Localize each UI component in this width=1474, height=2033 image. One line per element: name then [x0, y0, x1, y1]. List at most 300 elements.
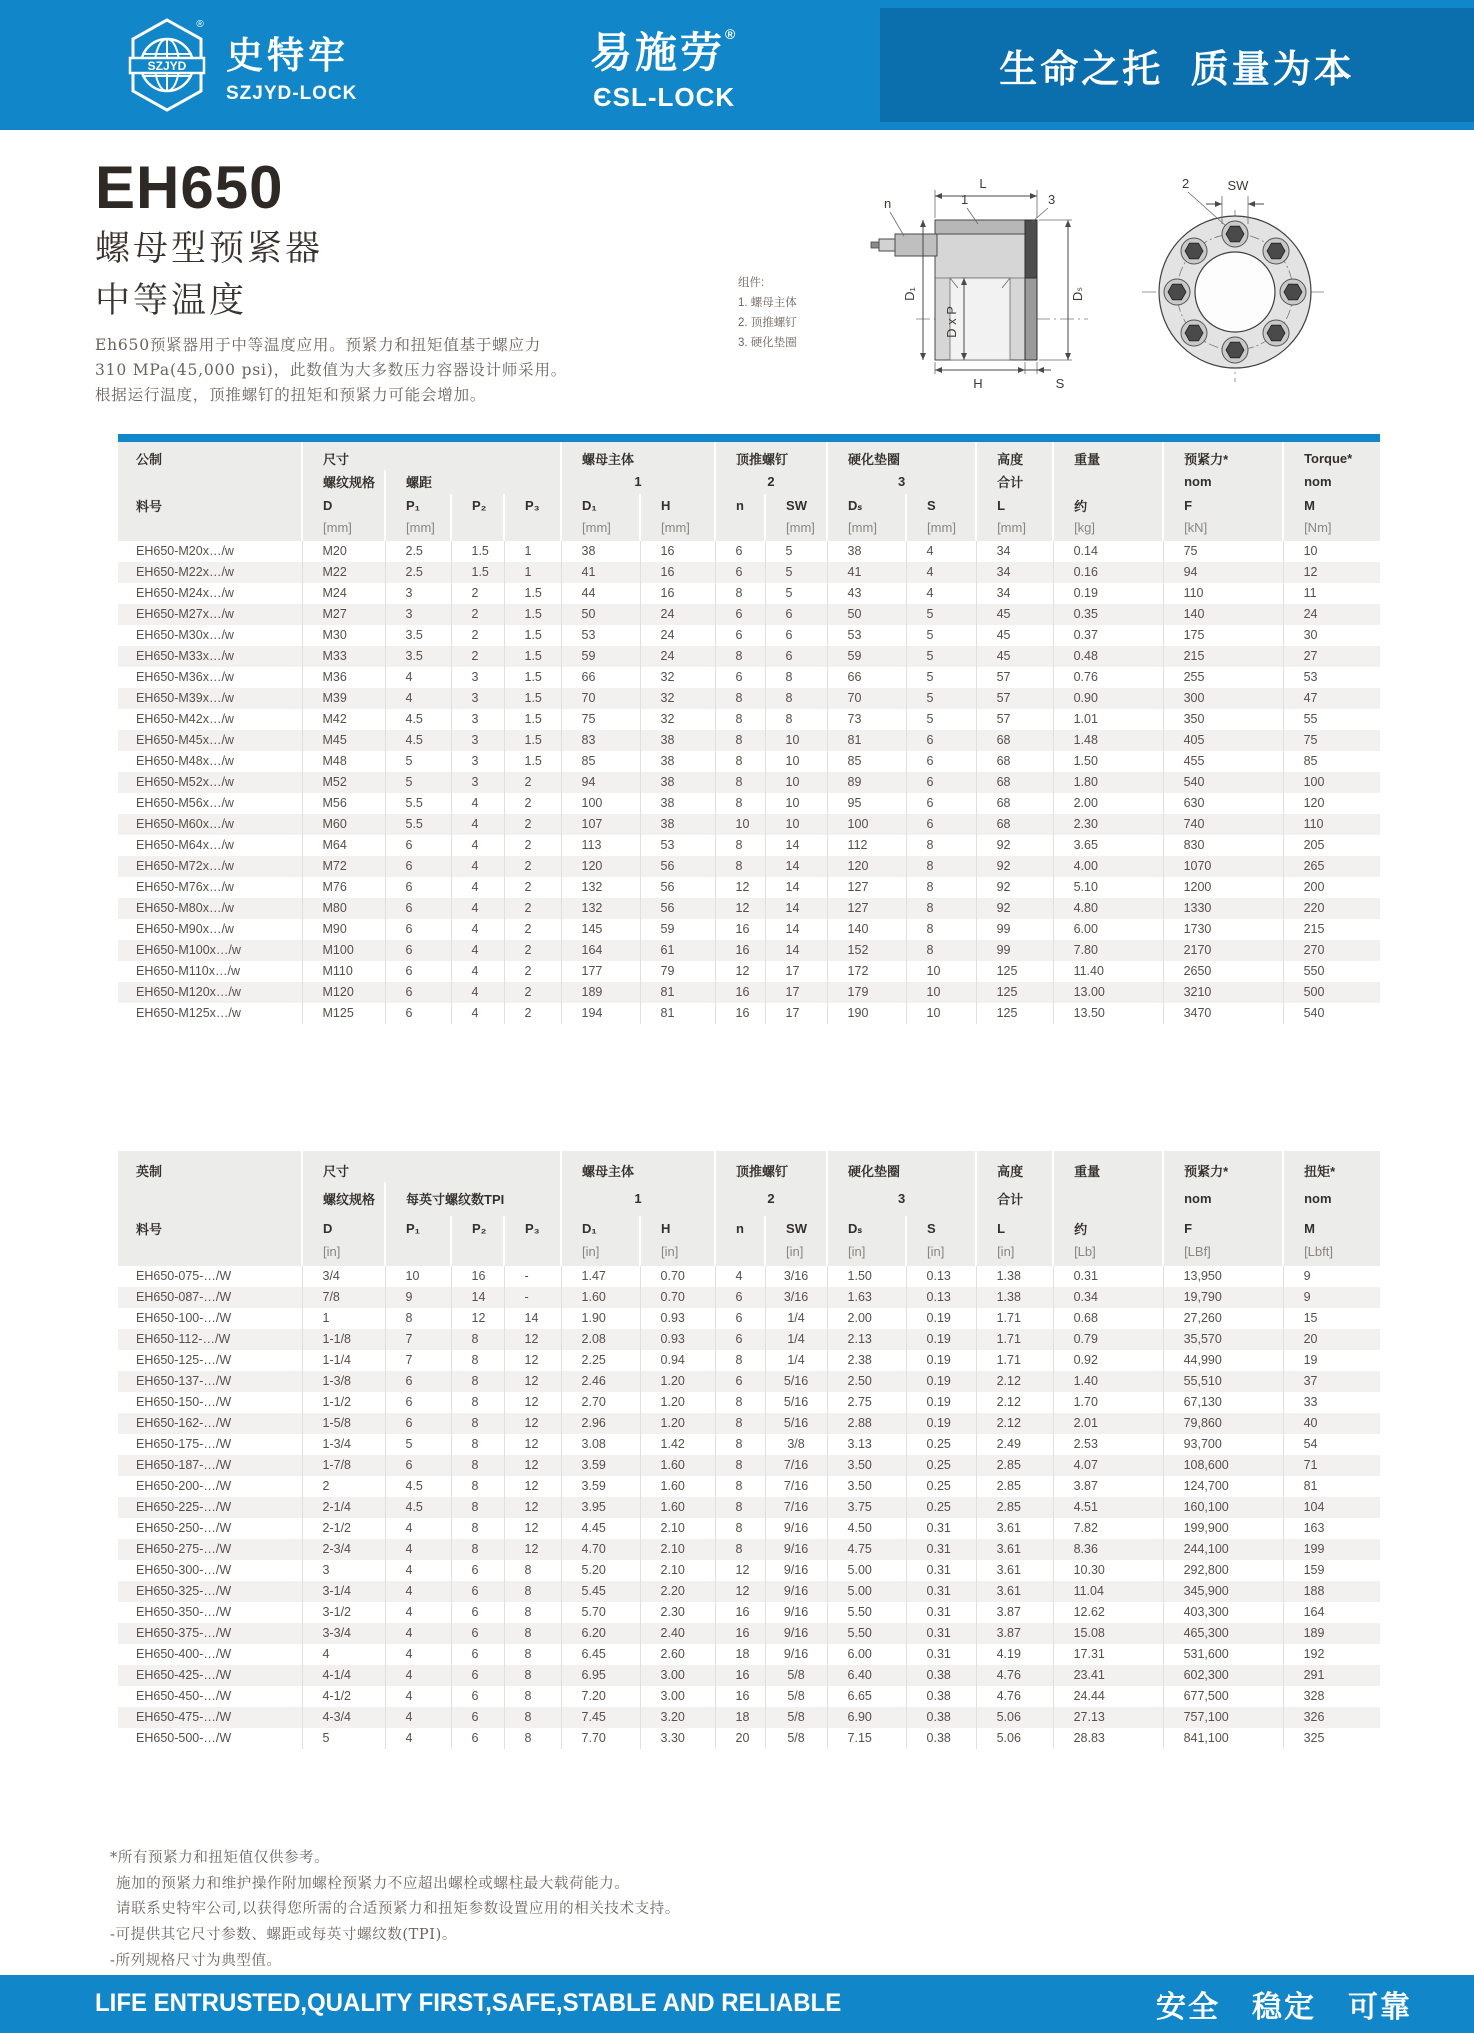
part-number-cell: EH650-M110x…/w: [136, 964, 240, 979]
value-cell: 27.13: [1053, 1707, 1163, 1728]
value-cell: 6: [765, 646, 827, 667]
metric-table-header: [118, 442, 1380, 541]
value-cell: 45: [976, 604, 1053, 625]
value-cell: 2: [302, 1476, 385, 1497]
value-cell: 3.75: [827, 1497, 906, 1518]
value-cell: 2.85: [976, 1476, 1053, 1497]
value-cell: 1.5: [504, 688, 561, 709]
value-cell: 0.31: [906, 1602, 976, 1623]
value-cell: 12: [715, 898, 765, 919]
value-cell: 5.06: [976, 1707, 1053, 1728]
value-cell: 3.00: [640, 1665, 715, 1686]
value-cell: M120: [302, 982, 385, 1003]
value-cell: 16: [640, 541, 715, 562]
value-cell: 4: [715, 1266, 765, 1287]
value-cell: 6: [385, 856, 451, 877]
value-cell: 2.00: [1053, 793, 1163, 814]
value-cell: 190: [827, 1003, 906, 1024]
value-cell: 2.25: [561, 1350, 640, 1371]
value-cell: 23.41: [1053, 1665, 1163, 1686]
value-cell: 2: [504, 898, 561, 919]
col-group-size: 尺寸: [302, 1151, 561, 1182]
value-cell: 4: [385, 667, 451, 688]
value-cell: 2: [504, 940, 561, 961]
value-cell: 3.00: [640, 1686, 715, 1707]
value-cell: 8: [715, 1539, 765, 1560]
value-cell: 6: [715, 541, 765, 562]
value-cell: 1-7/8: [302, 1455, 385, 1476]
unit-D: [in]: [302, 1242, 385, 1266]
value-cell: 14: [451, 1287, 504, 1308]
value-cell: 6: [451, 1644, 504, 1665]
value-cell: 17: [765, 961, 827, 982]
value-cell: 192: [1283, 1644, 1380, 1665]
value-cell: 1-3/8: [302, 1371, 385, 1392]
value-cell: 1.60: [640, 1497, 715, 1518]
unit-F: [kN]: [1163, 518, 1283, 541]
value-cell: 20: [715, 1728, 765, 1749]
value-cell: 6: [715, 1329, 765, 1350]
subheader-total: 合计: [976, 470, 1053, 494]
value-cell: 4: [385, 1560, 451, 1581]
value-cell: 3: [385, 583, 451, 604]
value-cell: 9/16: [765, 1623, 827, 1644]
value-cell: 2.96: [561, 1413, 640, 1434]
value-cell: 220: [1283, 898, 1380, 919]
value-cell: 12: [504, 1329, 561, 1350]
value-cell: 328: [1283, 1686, 1380, 1707]
part-number-cell: EH650-350-…/W: [136, 1605, 232, 1620]
value-cell: 1/4: [765, 1350, 827, 1371]
col-group-torque: 扭矩*: [1283, 1151, 1380, 1182]
unit-SW: [in]: [765, 1242, 827, 1266]
value-cell: 10: [906, 961, 976, 982]
col-Ds: Dₛ: [827, 494, 906, 518]
value-cell: 7.15: [827, 1728, 906, 1749]
col-H: H: [640, 1216, 715, 1242]
value-cell: 0.76: [1053, 667, 1163, 688]
value-cell: 1.60: [561, 1287, 640, 1308]
value-cell: 112: [827, 835, 906, 856]
value-cell: 159: [1283, 1560, 1380, 1581]
col-group-jack-screw: 顶推螺钉: [715, 442, 827, 470]
unit-spacer: [504, 1242, 561, 1266]
value-cell: 1.5: [504, 730, 561, 751]
value-cell: 83: [561, 730, 640, 751]
value-cell: 120: [561, 856, 640, 877]
center-brand: [590, 20, 738, 113]
value-cell: 7/16: [765, 1497, 827, 1518]
imperial-spec-table: [118, 1151, 1380, 1749]
company-logo: [128, 17, 357, 113]
value-cell: 199,900: [1163, 1518, 1283, 1539]
value-cell: 3/16: [765, 1287, 827, 1308]
value-cell: 1: [302, 1308, 385, 1329]
value-cell: 92: [976, 877, 1053, 898]
value-cell: 0.25: [906, 1476, 976, 1497]
value-cell: 53: [827, 625, 906, 646]
value-cell: 120: [827, 856, 906, 877]
value-cell: 110: [1163, 583, 1283, 604]
table-row: [118, 1539, 1380, 1560]
value-cell: 4.07: [1053, 1455, 1163, 1476]
value-cell: M110: [302, 961, 385, 982]
value-cell: 1.5: [504, 646, 561, 667]
value-cell: 81: [640, 1003, 715, 1024]
value-cell: 4.5: [385, 709, 451, 730]
table-row: [118, 667, 1380, 688]
value-cell: 24: [640, 604, 715, 625]
value-cell: 1.48: [1053, 730, 1163, 751]
part-number-cell: EH650-425-…/W: [136, 1668, 232, 1683]
part-number-cell: EH650-175-…/W: [136, 1437, 232, 1452]
value-cell: 95: [827, 793, 906, 814]
unit-spacer: [118, 1242, 302, 1266]
value-cell: 8: [906, 919, 976, 940]
value-cell: 3.87: [976, 1602, 1053, 1623]
col-n: n: [715, 494, 765, 518]
value-cell: 6.40: [827, 1665, 906, 1686]
value-cell: 0.19: [906, 1413, 976, 1434]
col-group-jack-screw: 顶推螺钉: [715, 1151, 827, 1182]
value-cell: 6: [451, 1707, 504, 1728]
value-cell: 8: [715, 856, 765, 877]
value-cell: 8: [715, 1518, 765, 1539]
value-cell: 4: [451, 919, 504, 940]
value-cell: 81: [1283, 1476, 1380, 1497]
unit-SW: [mm]: [765, 518, 827, 541]
table-row: [118, 856, 1380, 877]
value-cell: 7.70: [561, 1728, 640, 1749]
value-cell: 5.45: [561, 1581, 640, 1602]
value-cell: 6: [906, 751, 976, 772]
value-cell: 175: [1163, 625, 1283, 646]
value-cell: 6.95: [561, 1665, 640, 1686]
value-cell: 540: [1283, 1003, 1380, 1024]
value-cell: 4: [385, 688, 451, 709]
value-cell: 4: [385, 1707, 451, 1728]
unit-S: [mm]: [906, 518, 976, 541]
table-row: [118, 646, 1380, 667]
col-F: F: [1163, 494, 1283, 518]
part-number-cell: EH650-M80x…/w: [136, 901, 234, 916]
table-row: [118, 1266, 1380, 1287]
value-cell: 5.06: [976, 1728, 1053, 1749]
page-title: EH650: [95, 154, 284, 221]
value-cell: 1-1/4: [302, 1350, 385, 1371]
col-SW: SW: [765, 494, 827, 518]
value-cell: 8: [451, 1455, 504, 1476]
value-cell: 56: [640, 898, 715, 919]
col-part-number: 料号: [136, 499, 163, 515]
value-cell: 7.82: [1053, 1518, 1163, 1539]
unit-spacer: [715, 1242, 765, 1266]
subheader-tpi: 每英寸螺纹数TPI: [385, 1182, 561, 1216]
value-cell: 1730: [1163, 919, 1283, 940]
value-cell: 0.90: [1053, 688, 1163, 709]
value-cell: 8: [451, 1476, 504, 1497]
value-cell: 44,990: [1163, 1350, 1283, 1371]
value-cell: 2.30: [1053, 814, 1163, 835]
value-cell: 32: [640, 688, 715, 709]
value-cell: 7: [385, 1350, 451, 1371]
value-cell: 6: [765, 625, 827, 646]
value-cell: 125: [976, 982, 1053, 1003]
value-cell: 28.83: [1053, 1728, 1163, 1749]
part-number-cell: EH650-475-…/W: [136, 1710, 232, 1725]
table-row: [118, 583, 1380, 604]
value-cell: 7/8: [302, 1287, 385, 1308]
value-cell: 3/4: [302, 1266, 385, 1287]
value-cell: 4.76: [976, 1665, 1053, 1686]
value-cell: 0.34: [1053, 1287, 1163, 1308]
unit-H: [mm]: [640, 518, 715, 541]
value-cell: 5: [765, 541, 827, 562]
value-cell: 0.25: [906, 1434, 976, 1455]
value-cell: 3.08: [561, 1434, 640, 1455]
value-cell: 4: [451, 793, 504, 814]
value-cell: 75: [1163, 541, 1283, 562]
technical-drawing-svg: [680, 160, 1380, 400]
value-cell: 0.25: [906, 1497, 976, 1518]
value-cell: 8: [715, 1392, 765, 1413]
value-cell: 7.45: [561, 1707, 640, 1728]
value-cell: M76: [302, 877, 385, 898]
value-cell: 3.59: [561, 1455, 640, 1476]
value-cell: 1.50: [1053, 751, 1163, 772]
value-cell: 12.62: [1053, 1602, 1163, 1623]
dim-label-H: H: [973, 376, 983, 391]
value-cell: 4.5: [385, 730, 451, 751]
value-cell: 292,800: [1163, 1560, 1283, 1581]
col-M: M: [1283, 494, 1380, 518]
value-cell: 57: [976, 688, 1053, 709]
description-line: Eh650预紧器用于中等温度应用。预紧力和扭矩值基于螺应力: [95, 335, 542, 354]
value-cell: 6: [451, 1560, 504, 1581]
value-cell: 2.60: [640, 1644, 715, 1665]
col-L: L: [976, 1216, 1053, 1242]
value-cell: 0.38: [906, 1707, 976, 1728]
value-cell: 205: [1283, 835, 1380, 856]
value-cell: 5.5: [385, 793, 451, 814]
value-cell: 8: [715, 793, 765, 814]
value-cell: 3.5: [385, 646, 451, 667]
value-cell: 68: [976, 730, 1053, 751]
footnotes-section: [110, 1846, 1474, 1975]
value-cell: 4: [906, 562, 976, 583]
part-number-cell: EH650-M76x…/w: [136, 880, 234, 895]
table-row: [118, 1003, 1380, 1024]
value-cell: 3.65: [1053, 835, 1163, 856]
value-cell: 18: [715, 1707, 765, 1728]
value-cell: 3.95: [561, 1497, 640, 1518]
header-spacer: [1053, 470, 1163, 494]
value-cell: 1.40: [1053, 1371, 1163, 1392]
value-cell: 540: [1163, 772, 1283, 793]
table-row: [118, 1518, 1380, 1539]
value-cell: 8: [765, 667, 827, 688]
value-cell: 8: [715, 646, 765, 667]
value-cell: 8: [504, 1623, 561, 1644]
value-cell: 164: [1283, 1602, 1380, 1623]
value-cell: 4.00: [1053, 856, 1163, 877]
value-cell: 9: [1283, 1266, 1380, 1287]
col-approx-weight: 约: [1053, 1216, 1163, 1242]
value-cell: 6: [385, 1455, 451, 1476]
value-cell: 4.50: [827, 1518, 906, 1539]
value-cell: 1/4: [765, 1329, 827, 1350]
value-cell: 6: [715, 1371, 765, 1392]
value-cell: 0.93: [640, 1308, 715, 1329]
value-cell: 38: [640, 793, 715, 814]
dim-label-SW: SW: [1227, 178, 1249, 193]
part-number-cell: EH650-M30x…/w: [136, 628, 234, 643]
value-cell: 16: [715, 1623, 765, 1644]
value-cell: 4: [385, 1686, 451, 1707]
table-row: [118, 1686, 1380, 1707]
value-cell: 8: [451, 1329, 504, 1350]
value-cell: 2.00: [827, 1308, 906, 1329]
value-cell: 3.59: [561, 1476, 640, 1497]
value-cell: 113: [561, 835, 640, 856]
col-group-nut-body: 螺母主体: [561, 442, 715, 470]
value-cell: 4: [385, 1581, 451, 1602]
value-cell: 73: [827, 709, 906, 730]
col-P2: P₂: [451, 1216, 504, 1242]
value-cell: 17: [765, 982, 827, 1003]
value-cell: 4: [451, 940, 504, 961]
subtitle-temperature: 中等温度: [95, 280, 248, 320]
table-row: [118, 625, 1380, 646]
value-cell: 2: [504, 835, 561, 856]
value-cell: M22: [302, 562, 385, 583]
part-number-cell: EH650-112-…/W: [136, 1332, 231, 1347]
value-cell: 57: [976, 667, 1053, 688]
value-cell: 9/16: [765, 1644, 827, 1665]
value-cell: 44: [561, 583, 640, 604]
value-cell: 3-1/2: [302, 1602, 385, 1623]
value-cell: -: [504, 1287, 561, 1308]
col-L: L: [976, 494, 1053, 518]
col-P2: P₂: [451, 494, 504, 518]
value-cell: 2: [504, 982, 561, 1003]
value-cell: 172: [827, 961, 906, 982]
value-cell: 100: [561, 793, 640, 814]
value-cell: 12: [504, 1434, 561, 1455]
value-cell: 3: [385, 604, 451, 625]
value-cell: 10: [906, 982, 976, 1003]
value-cell: 1.5: [504, 709, 561, 730]
value-cell: 199: [1283, 1539, 1380, 1560]
value-cell: 16: [715, 1003, 765, 1024]
header-spacer: [1053, 1182, 1163, 1216]
value-cell: 12: [504, 1392, 561, 1413]
value-cell: 841,100: [1163, 1728, 1283, 1749]
table-row: [118, 961, 1380, 982]
unit-P1: [mm]: [385, 518, 451, 541]
value-cell: 4: [451, 856, 504, 877]
table-row: [118, 1476, 1380, 1497]
value-cell: 85: [1283, 751, 1380, 772]
value-cell: 16: [640, 562, 715, 583]
table-row: [118, 1434, 1380, 1455]
value-cell: 8: [504, 1644, 561, 1665]
col-group-height: 高度: [976, 1151, 1053, 1182]
value-cell: 53: [561, 625, 640, 646]
value-cell: 6: [451, 1602, 504, 1623]
value-cell: 6: [385, 940, 451, 961]
value-cell: 5: [385, 751, 451, 772]
value-cell: 0.31: [906, 1560, 976, 1581]
value-cell: 10: [715, 814, 765, 835]
value-cell: 27: [1283, 646, 1380, 667]
col-group-torque: Torque*: [1283, 442, 1380, 470]
col-D1: D₁: [561, 494, 640, 518]
col-group-size: 尺寸: [302, 442, 561, 470]
value-cell: 0.68: [1053, 1308, 1163, 1329]
unit-H: [in]: [640, 1242, 715, 1266]
value-cell: 8: [385, 1308, 451, 1329]
value-cell: 8: [504, 1728, 561, 1749]
value-cell: M72: [302, 856, 385, 877]
value-cell: 55,510: [1163, 1371, 1283, 1392]
value-cell: 127: [827, 877, 906, 898]
value-cell: 8: [451, 1539, 504, 1560]
value-cell: 9/16: [765, 1602, 827, 1623]
metric-table-body: [118, 541, 1380, 1024]
value-cell: 124,700: [1163, 1476, 1283, 1497]
value-cell: 3-1/4: [302, 1581, 385, 1602]
value-cell: 0.93: [640, 1329, 715, 1350]
top-header-bar: [0, 0, 1474, 130]
value-cell: 4: [906, 541, 976, 562]
value-cell: 5: [906, 709, 976, 730]
value-cell: 8: [451, 1413, 504, 1434]
table-row: [118, 1728, 1380, 1749]
value-cell: 1.5: [504, 583, 561, 604]
unit-D1: [mm]: [561, 518, 640, 541]
value-cell: 405: [1163, 730, 1283, 751]
part-number-cell: EH650-375-…/W: [136, 1626, 232, 1641]
value-cell: 3: [451, 667, 504, 688]
value-cell: 92: [976, 898, 1053, 919]
table-row: [118, 730, 1380, 751]
value-cell: 465,300: [1163, 1623, 1283, 1644]
value-cell: M36: [302, 667, 385, 688]
value-cell: 164: [561, 940, 640, 961]
value-cell: 5/16: [765, 1413, 827, 1434]
value-cell: 75: [561, 709, 640, 730]
value-cell: 145: [561, 919, 640, 940]
value-cell: 1-5/8: [302, 1413, 385, 1434]
value-cell: 6: [385, 961, 451, 982]
value-cell: 6.20: [561, 1623, 640, 1644]
unit-spacer: [385, 1242, 451, 1266]
value-cell: 3/16: [765, 1266, 827, 1287]
value-cell: 8: [451, 1518, 504, 1539]
value-cell: 2.30: [640, 1602, 715, 1623]
value-cell: 6: [385, 1371, 451, 1392]
value-cell: 12: [715, 961, 765, 982]
value-cell: 14: [765, 898, 827, 919]
value-cell: 10: [765, 793, 827, 814]
value-cell: 0.38: [906, 1686, 976, 1707]
col-M: M: [1283, 1216, 1380, 1242]
value-cell: 1-1/8: [302, 1329, 385, 1350]
value-cell: 38: [640, 751, 715, 772]
value-cell: 4: [906, 583, 976, 604]
value-cell: 3.61: [976, 1560, 1053, 1581]
